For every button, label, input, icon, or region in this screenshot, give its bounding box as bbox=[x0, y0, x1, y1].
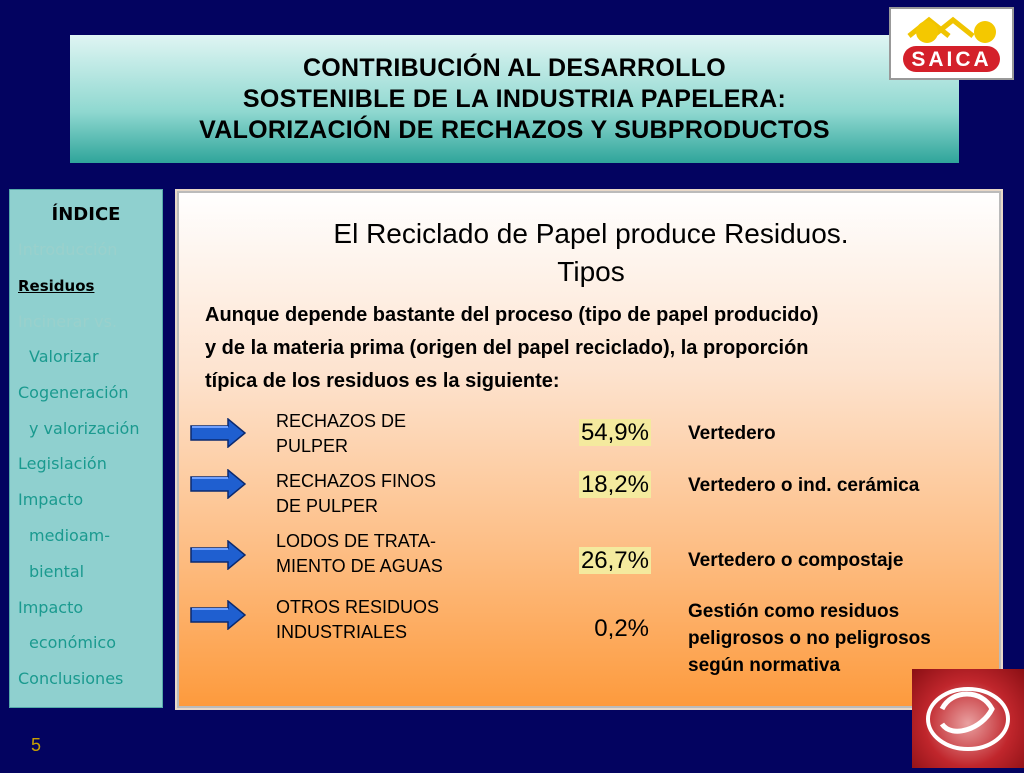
page-number: 5 bbox=[31, 735, 42, 755]
sidebar-index bbox=[9, 189, 163, 708]
content-title-line-1: El Reciclado de Papel produce Residuos. bbox=[333, 218, 849, 249]
sidebar-item-impacto-economico[interactable]: Impacto bbox=[18, 598, 84, 617]
arrow-right-icon bbox=[190, 469, 246, 499]
sidebar-item-incinerar[interactable]: Incinerar vs. bbox=[18, 312, 118, 331]
emblem-icon bbox=[912, 669, 1024, 768]
intro-line-1: Aunque depende bastante del proceso (tipo de papel producido) bbox=[205, 304, 819, 326]
intro-line-3: típica de los residuos es la siguiente: bbox=[205, 370, 560, 392]
content-title bbox=[177, 215, 1005, 291]
residue-name-lodos: LODOS DE TRATA- MIENTO DE AGUAS bbox=[276, 531, 443, 576]
residue-percent-otros: 0,2% bbox=[594, 615, 649, 642]
residue-percent-rechazos-pulper: 54,9% bbox=[580, 419, 649, 446]
intro-text bbox=[205, 299, 995, 398]
content-panel bbox=[175, 189, 1003, 710]
residue-name-rechazos-finos: RECHAZOS FINOS DE PULPER bbox=[276, 471, 437, 516]
corner-emblem-logo bbox=[912, 669, 1024, 768]
sidebar-item-valorizar[interactable]: Valorizar bbox=[29, 347, 99, 366]
header-line-3: VALORIZACIÓN DE RECHAZOS Y SUBPRODUCTOS bbox=[199, 115, 830, 144]
intro-line-2: y de la materia prima (origen del papel reciclado), la proporción bbox=[205, 337, 809, 359]
sidebar-item-conclusiones[interactable]: Conclusiones bbox=[18, 669, 124, 688]
sidebar-item-legislacion[interactable]: Legislación bbox=[18, 454, 107, 473]
header-line-2: SOSTENIBLE DE LA INDUSTRIA PAPELERA: bbox=[242, 84, 787, 113]
sidebar-item-economico[interactable]: económico bbox=[29, 633, 116, 652]
sidebar-item-cogeneracion[interactable]: Cogeneración bbox=[18, 383, 129, 402]
sidebar-item-impacto-medioambiental[interactable]: Impacto bbox=[18, 490, 84, 509]
saica-logo-icon bbox=[897, 14, 1006, 74]
residue-destination-rechazos-pulper: Vertedero bbox=[688, 423, 776, 444]
sidebar-item-valorizacion[interactable]: y valorización bbox=[29, 419, 140, 438]
sidebar-item-introduccion[interactable]: Introducción bbox=[18, 240, 118, 259]
saica-logo bbox=[889, 7, 1014, 80]
residue-percent-rechazos-finos: 18,2% bbox=[580, 471, 649, 498]
sidebar-item-medioam[interactable]: medioam- bbox=[29, 526, 110, 545]
arrow-right-icon bbox=[190, 600, 246, 630]
residue-destination-lodos: Vertedero o compostaje bbox=[688, 550, 904, 571]
residue-destination-rechazos-finos: Vertedero o ind. cerámica bbox=[688, 475, 920, 496]
sidebar-item-biental[interactable]: biental bbox=[29, 562, 85, 581]
header-line-1: CONTRIBUCIÓN AL DESARROLLO bbox=[302, 53, 727, 82]
residue-name-rechazos-pulper: RECHAZOS DE PULPER bbox=[276, 411, 407, 456]
residue-name-otros: OTROS RESIDUOS INDUSTRIALES bbox=[276, 597, 440, 642]
sidebar-title: ÍNDICE bbox=[51, 204, 121, 225]
content-title-line-2: Tipos bbox=[557, 256, 625, 287]
arrow-right-icon bbox=[190, 418, 246, 448]
arrow-right-icon bbox=[190, 540, 246, 570]
slide-header bbox=[70, 35, 959, 163]
residue-percent-lodos: 26,7% bbox=[580, 547, 649, 574]
residue-destination-otros: Gestión como residuos peligrosos o no peligrosos según normativa bbox=[688, 601, 931, 676]
svg-text:SAICA: SAICA bbox=[911, 48, 992, 71]
sidebar-item-residuos[interactable]: Residuos bbox=[18, 277, 95, 295]
